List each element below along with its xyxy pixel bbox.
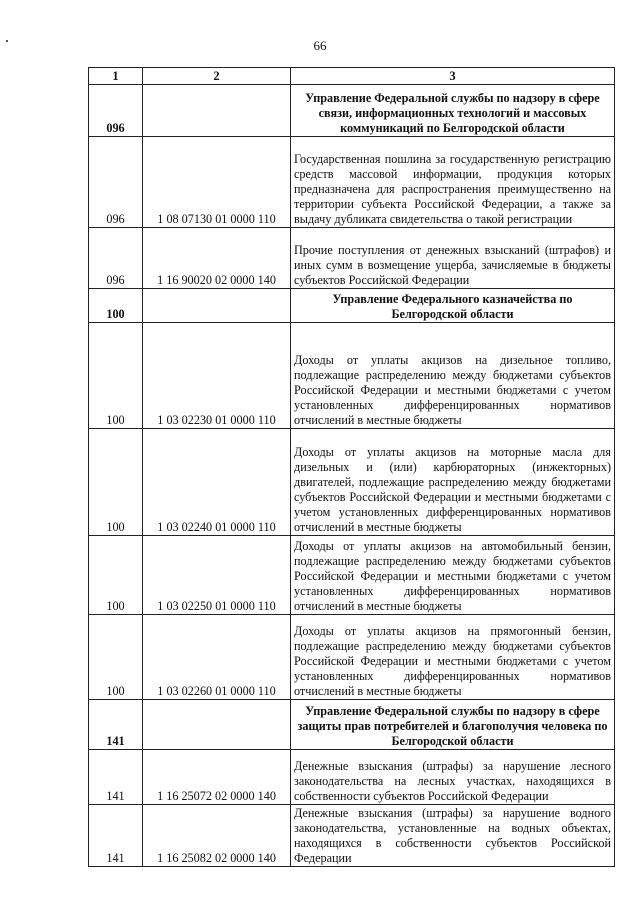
budget-code: 1 16 25072 02 0000 140 [143,750,291,805]
section-title-row [89,289,615,323]
revenue-description: Денежные взыскания (штрафы) за нарушение лесного законодательства на лесных участках, находящихся в собственности субъектов Российской Федерации [291,750,615,805]
page-number: 66 [313,38,327,53]
admin-code: 096 [89,137,143,228]
admin-code: 096 [89,85,143,137]
table-row [89,137,615,228]
column-header: 2 [143,68,291,85]
table-row [89,228,615,289]
budget-code: 1 16 25082 02 0000 140 [143,805,291,867]
budget-code: 1 03 02230 01 0000 110 [143,323,291,429]
revenue-codes-table [88,67,615,867]
admin-code: 100 [89,615,143,700]
admin-code: 100 [89,323,143,429]
section-title: Управление Федеральной службы по надзору в сфере связи, информационных технологий и массовых коммуникаций по Белгородской области [291,85,615,137]
table-header-row [89,68,615,85]
budget-code: 1 03 02250 01 0000 110 [143,536,291,615]
revenue-description: Доходы от уплаты акцизов на дизельное топливо, подлежащие распределению между бюджетами субъектов Российской Федерации и местными бюджетами с учетом установленных дифференцированных нормативов отчислений в местные бюджеты [291,323,615,429]
section-title: Управление Федеральной службы по надзору в сфере защиты прав потребителей и благополучия человека по Белгородской области [291,700,615,750]
table-row [89,323,615,429]
admin-code: 141 [89,750,143,805]
admin-code: 141 [89,700,143,750]
admin-code: 100 [89,429,143,536]
section-title: Управление Федерального казначейства по Белгородской области [291,289,615,323]
table-row [89,805,615,867]
revenue-description: Государственная пошлина за государственную регистрацию средств массовой информации, продукция которых предназначена для распространения преимущественно на территории субъекта Российской Федерации, а также за выдачу дубликата свидетельства о такой регистрации [291,137,615,228]
section-title-row [89,85,615,137]
budget-code: 1 03 02240 01 0000 110 [143,429,291,536]
revenue-description: Денежные взыскания (штрафы) за нарушение водного законодательства, установленные на водных объектах, находящихся в собственности субъектов Российской Федерации [291,805,615,867]
table-row [89,429,615,536]
admin-code: 100 [89,289,143,323]
budget-code: 1 08 07130 01 0000 110 [143,137,291,228]
admin-code: 100 [89,536,143,615]
revenue-description: Доходы от уплаты акцизов на моторные масла для дизельных и (или) карбюраторных (инжекторных) двигателей, подлежащие распределению между бюджетами субъектов Российской Федерации и местными бюджетами с учетом установленных дифференцированных нормативов отчислений в местные бюджеты [291,429,615,536]
budget-code [143,700,291,750]
section-title-row [89,700,615,750]
table-row [89,615,615,700]
revenue-description: Доходы от уплаты акцизов на прямогонный бензин, подлежащие распределению между бюджетами субъектов Российской Федерации и местными бюджетами с учетом установленных дифференцированных нормативов отчислений в местные бюджеты [291,615,615,700]
column-header: 3 [291,68,615,85]
budget-code: 1 16 90020 02 0000 140 [143,228,291,289]
revenue-description: Доходы от уплаты акцизов на автомобильный бензин, подлежащие распределению между бюджетами субъектов Российской Федерации и местными бюджетами с учетом установленных дифференцированных нормативов отчислений в местные бюджеты [291,536,615,615]
table-row [89,536,615,615]
revenue-description: Прочие поступления от денежных взысканий (штрафов) и иных сумм в возмещение ущерба, зачисляемые в бюджеты субъектов Российской Федерации [291,228,615,289]
budget-code [143,289,291,323]
budget-code: 1 03 02260 01 0000 110 [143,615,291,700]
column-header: 1 [89,68,143,85]
admin-code: 141 [89,805,143,867]
budget-code [143,85,291,137]
admin-code: 096 [89,228,143,289]
table-row [89,750,615,805]
